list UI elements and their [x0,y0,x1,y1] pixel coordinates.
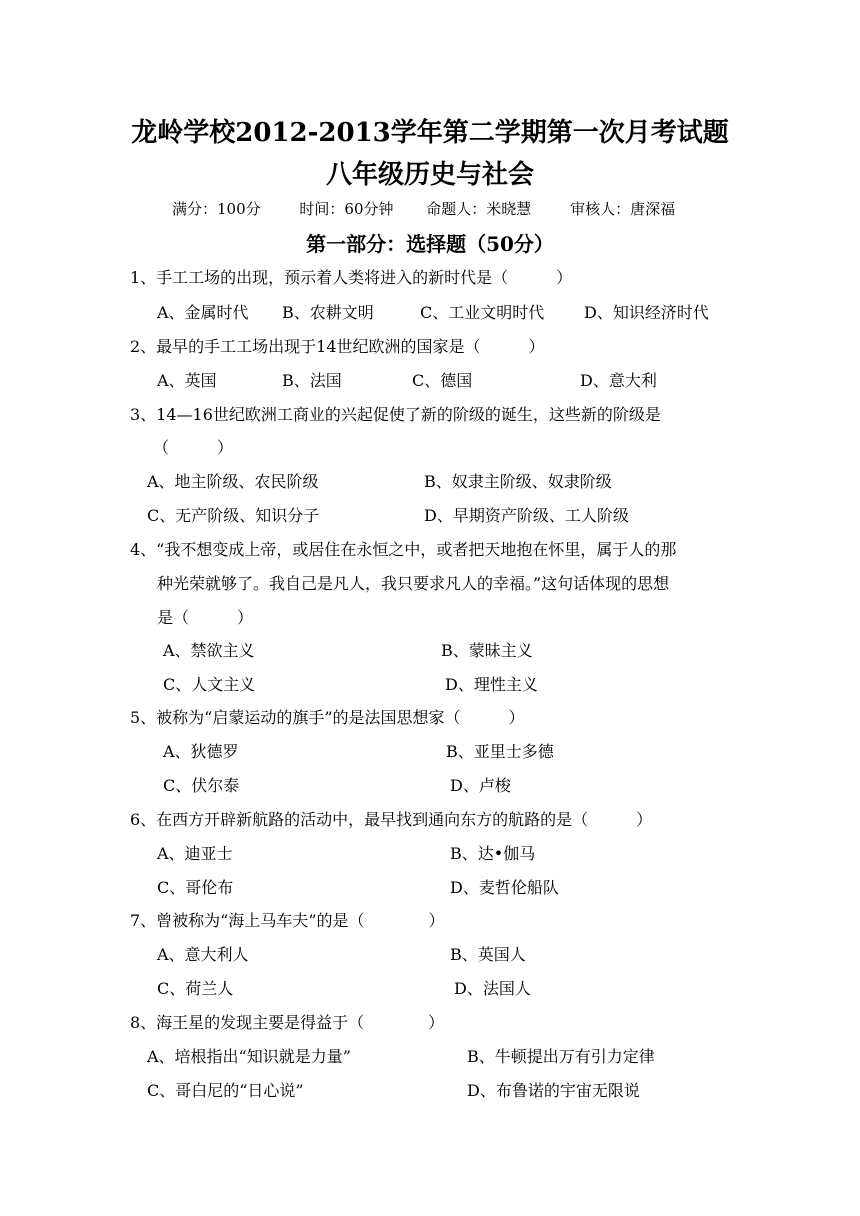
question-4-text: 4、“我不想变成上帝，或居住在永恒之中，或者把天地抱在怀里，属于人的那 [130,540,677,559]
exam-time: 时间：60分钟 [299,200,394,218]
question-8-option-b: B、牛顿提出万有引力定律 [467,1047,655,1066]
question-8-option-d: D、布鲁诺的宇宙无限说 [467,1081,640,1100]
question-2-option-d: D、意大利 [580,371,657,390]
question-2-option-b: B、法国 [282,371,342,390]
question-2-option-a: A、英国 [157,371,217,390]
question-7-option-b: B、英国人 [450,945,526,964]
question-2-option-c: C、德国 [412,371,473,390]
question-4-text-line-2: 种光荣就够了。我自己是凡人，我只要求凡人的幸福。”这句话体现的思想 [157,574,670,593]
question-6-option-b: B、达•伽马 [450,844,536,863]
question-3-text: 3、14—16世纪欧洲工商业的兴起促使了新的阶级的诞生，这些新的阶级是 [130,405,661,424]
question-1-option-b: B、农耕文明 [282,303,374,322]
question-1-option-d: D、知识经济时代 [584,303,709,322]
exam-meta [172,198,675,219]
question-8-text: 8、海王星的发现主要是得益于（ ） [130,1013,445,1032]
question-3-text-line-2: （ ） [153,438,234,457]
question-6-option-a: A、迪亚士 [157,844,233,863]
question-6-option-d: D、麦哲伦船队 [450,878,559,897]
question-8-option-a: A、培根指出“知识就是力量” [147,1047,351,1066]
question-4-option-d: D、理性主义 [445,675,538,694]
question-8-option-c: C、哥白尼的“日心说” [147,1081,304,1100]
exam-reviewer: 审核人：唐深福 [570,200,676,218]
exam-title: 龙岭学校2012-2013学年第二学期第一次月考试题 [131,118,729,148]
question-4-option-c: C、人文主义 [163,675,256,694]
question-6-text: 6、在西方开辟新航路的活动中，最早找到通向东方的航路的是（ ） [130,810,653,829]
exam-author: 命题人：米晓慧 [426,200,532,218]
question-3-option-b: B、奴隶主阶级、奴隶阶级 [424,472,612,491]
question-3-option-d: D、早期资产阶级、工人阶级 [424,506,629,525]
question-3-option-c: C、无产阶级、知识分子 [147,506,320,525]
question-6-option-c: C、哥伦布 [157,878,234,897]
question-5-option-c: C、伏尔泰 [163,776,240,795]
question-7-option-d: D、法国人 [454,979,531,998]
question-4-option-a: A、禁欲主义 [163,641,255,660]
question-1-option-a: A、金属时代 [157,303,249,322]
question-1-text: 1、手工工场的出现，预示着人类将进入的新时代是（ ） [130,268,573,287]
question-4-option-b: B、蒙昧主义 [441,641,533,660]
question-5-option-b: B、亚里士多德 [446,742,554,761]
question-7-option-c: C、荷兰人 [157,979,234,998]
exam-subtitle: 八年级历史与社会 [325,160,534,190]
question-5-text: 5、被称为“启蒙运动的旗手”的是法国思想家（ ） [130,708,525,727]
question-5-option-a: A、狄德罗 [163,742,239,761]
question-2-text: 2、最早的手工工场出现于14世纪欧洲的国家是（ ） [130,337,545,356]
question-7-option-a: A、意大利人 [157,945,249,964]
question-3-option-a: A、地主阶级、农民阶级 [147,472,319,491]
question-7-text: 7、曾被称为“海上马车夫”的是（ ） [130,911,445,930]
question-1-option-c: C、工业文明时代 [420,303,545,322]
question-5-option-d: D、卢梭 [450,776,511,795]
full-score: 满分：100分 [172,200,261,218]
section-title: 第一部分：选择题（50分） [306,232,554,256]
question-4-text-line-3: 是（ ） [157,608,254,627]
